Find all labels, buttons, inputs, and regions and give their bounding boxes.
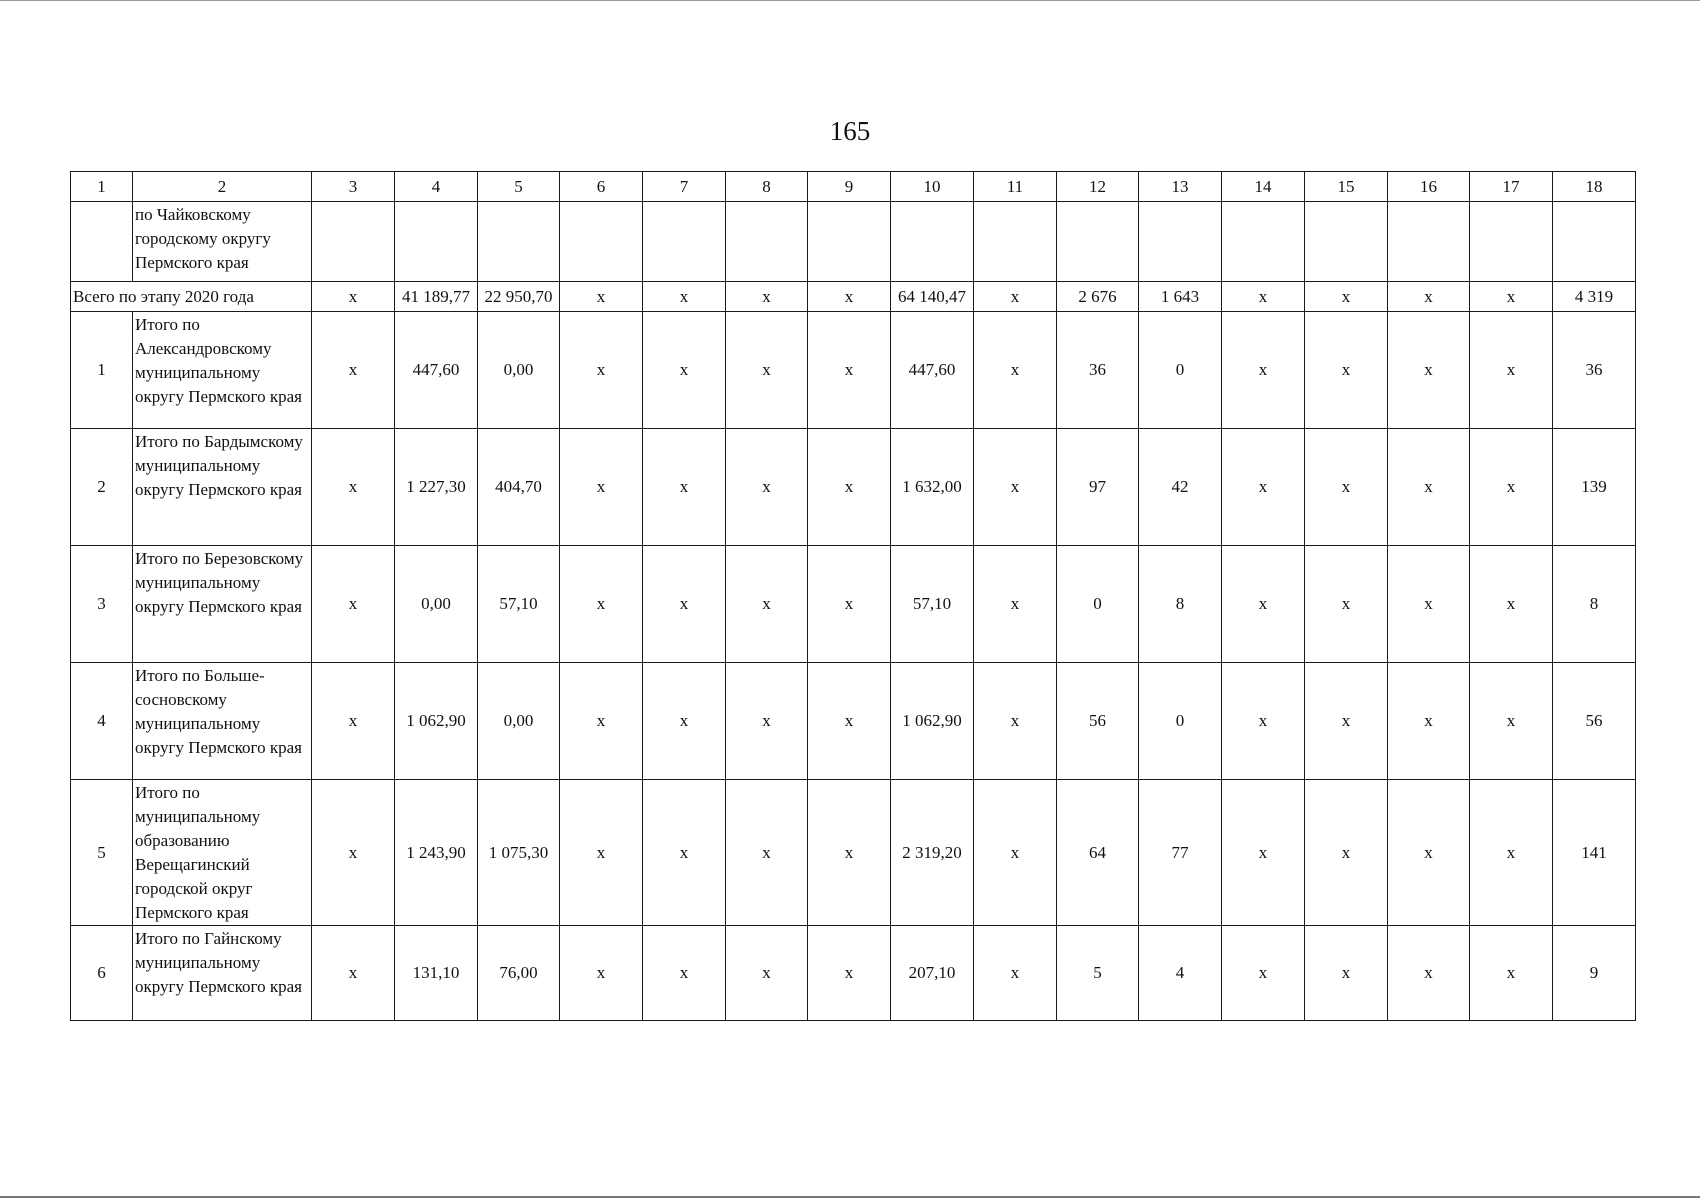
total-value-cell: x	[643, 282, 726, 312]
value-cell: 0,00	[478, 663, 560, 780]
empty-cell	[1553, 202, 1636, 282]
total-value-cell: x	[1222, 282, 1305, 312]
total-value-cell: 22 950,70	[478, 282, 560, 312]
empty-cell	[974, 202, 1057, 282]
value-cell: x	[1388, 312, 1470, 429]
total-value-cell: x	[974, 282, 1057, 312]
row-number-cell: 6	[71, 926, 133, 1021]
value-cell: x	[560, 546, 643, 663]
value-cell: x	[726, 429, 808, 546]
value-cell: 0	[1139, 663, 1222, 780]
value-cell: x	[1388, 663, 1470, 780]
table-row	[71, 780, 1636, 926]
value-cell: x	[1305, 546, 1388, 663]
value-cell: 207,10	[891, 926, 974, 1021]
column-number-cell: 4	[395, 172, 478, 202]
column-number-cell: 3	[312, 172, 395, 202]
value-cell: 1 062,90	[395, 663, 478, 780]
district-name-cell: Итого по Больше-сосновскому муниципальному округу Пермского края	[133, 663, 312, 780]
table-row	[71, 663, 1636, 780]
total-value-cell: x	[1388, 282, 1470, 312]
value-cell: x	[726, 926, 808, 1021]
value-cell: x	[312, 312, 395, 429]
value-cell: x	[312, 780, 395, 926]
total-value-cell: x	[808, 282, 891, 312]
value-cell: 97	[1057, 429, 1139, 546]
value-cell: 141	[1553, 780, 1636, 926]
row-number-cell: 1	[71, 312, 133, 429]
page-number: 165	[829, 116, 871, 146]
column-number-cell: 17	[1470, 172, 1553, 202]
empty-cell	[1057, 202, 1139, 282]
total-value-cell: 2 676	[1057, 282, 1139, 312]
value-cell: 1 243,90	[395, 780, 478, 926]
table-body	[71, 172, 1636, 1021]
total-value-cell: x	[312, 282, 395, 312]
total-value-cell: x	[1470, 282, 1553, 312]
value-cell: x	[974, 546, 1057, 663]
value-cell: x	[1305, 429, 1388, 546]
value-cell: 57,10	[891, 546, 974, 663]
value-cell: 57,10	[478, 546, 560, 663]
page-top-edge	[0, 0, 1700, 1]
value-cell: x	[726, 663, 808, 780]
value-cell: x	[312, 429, 395, 546]
total-label-cell: Всего по этапу 2020 года	[71, 282, 312, 312]
value-cell: x	[1388, 926, 1470, 1021]
value-cell: x	[726, 780, 808, 926]
value-cell: x	[1222, 926, 1305, 1021]
value-cell: x	[1222, 663, 1305, 780]
value-cell: x	[312, 663, 395, 780]
table-row	[71, 546, 1636, 663]
value-cell: 36	[1057, 312, 1139, 429]
value-cell: 139	[1553, 429, 1636, 546]
value-cell: 0,00	[395, 546, 478, 663]
row-number-cell: 2	[71, 429, 133, 546]
value-cell: x	[726, 546, 808, 663]
column-number-cell: 10	[891, 172, 974, 202]
value-cell: x	[643, 926, 726, 1021]
value-cell: 1 075,30	[478, 780, 560, 926]
empty-cell	[312, 202, 395, 282]
value-cell: x	[1388, 546, 1470, 663]
value-cell: 8	[1553, 546, 1636, 663]
district-name-cell: по Чайковскому городскому округу Пермского края	[133, 202, 312, 282]
column-number-header-row	[71, 172, 1636, 202]
value-cell: 76,00	[478, 926, 560, 1021]
value-cell: 0,00	[478, 312, 560, 429]
value-cell: x	[560, 663, 643, 780]
column-number-cell: 13	[1139, 172, 1222, 202]
value-cell: x	[808, 546, 891, 663]
value-cell: x	[1222, 780, 1305, 926]
value-cell: 1 227,30	[395, 429, 478, 546]
value-cell: x	[1470, 429, 1553, 546]
value-cell: x	[974, 429, 1057, 546]
column-number-cell: 15	[1305, 172, 1388, 202]
value-cell: 9	[1553, 926, 1636, 1021]
empty-cell	[478, 202, 560, 282]
row-number-cell: 5	[71, 780, 133, 926]
value-cell: x	[1305, 926, 1388, 1021]
column-number-cell: 1	[71, 172, 133, 202]
value-cell: x	[1305, 663, 1388, 780]
value-cell: x	[808, 663, 891, 780]
value-cell: x	[974, 663, 1057, 780]
value-cell: 5	[1057, 926, 1139, 1021]
table-row	[71, 429, 1636, 546]
value-cell: x	[974, 312, 1057, 429]
value-cell: 447,60	[891, 312, 974, 429]
value-cell: x	[1388, 429, 1470, 546]
value-cell: x	[312, 926, 395, 1021]
value-cell: 36	[1553, 312, 1636, 429]
table-row	[71, 926, 1636, 1021]
total-value-cell: 64 140,47	[891, 282, 974, 312]
district-name-cell: Итого по Березовскому муниципальному округу Пермского края	[133, 546, 312, 663]
value-cell: x	[643, 663, 726, 780]
value-cell: x	[560, 780, 643, 926]
value-cell: x	[1388, 780, 1470, 926]
page-bottom-edge	[0, 1196, 1700, 1198]
value-cell: x	[312, 546, 395, 663]
total-value-cell: 1 643	[1139, 282, 1222, 312]
total-value-cell: x	[1305, 282, 1388, 312]
table-row	[71, 312, 1636, 429]
value-cell: x	[1222, 312, 1305, 429]
value-cell: 447,60	[395, 312, 478, 429]
total-value-cell: 41 189,77	[395, 282, 478, 312]
empty-cell	[643, 202, 726, 282]
column-number-cell: 2	[133, 172, 312, 202]
value-cell: 64	[1057, 780, 1139, 926]
column-number-cell: 6	[560, 172, 643, 202]
district-name-cell: Итого по Бардымскому муниципальному округу Пермского края	[133, 429, 312, 546]
value-cell: x	[808, 780, 891, 926]
column-number-cell: 12	[1057, 172, 1139, 202]
value-cell: x	[1305, 312, 1388, 429]
total-value-cell: 4 319	[1553, 282, 1636, 312]
value-cell: x	[643, 429, 726, 546]
column-number-cell: 14	[1222, 172, 1305, 202]
value-cell: 0	[1057, 546, 1139, 663]
value-cell: x	[560, 429, 643, 546]
total-value-cell: x	[726, 282, 808, 312]
value-cell: 1 062,90	[891, 663, 974, 780]
district-name-cell: Итого по муниципальному образованию Верещагинский городской округ Пермского края	[133, 780, 312, 926]
column-number-cell: 16	[1388, 172, 1470, 202]
column-number-cell: 9	[808, 172, 891, 202]
value-cell: x	[1222, 429, 1305, 546]
value-cell: x	[1305, 780, 1388, 926]
column-number-cell: 7	[643, 172, 726, 202]
continuation-row	[71, 202, 1636, 282]
value-cell: x	[1222, 546, 1305, 663]
value-cell: x	[643, 312, 726, 429]
value-cell: x	[560, 926, 643, 1021]
row-number-cell	[71, 202, 133, 282]
value-cell: x	[974, 780, 1057, 926]
empty-cell	[1388, 202, 1470, 282]
column-number-cell: 11	[974, 172, 1057, 202]
value-cell: 1 632,00	[891, 429, 974, 546]
value-cell: 404,70	[478, 429, 560, 546]
column-number-cell: 18	[1553, 172, 1636, 202]
empty-cell	[1222, 202, 1305, 282]
value-cell: 8	[1139, 546, 1222, 663]
value-cell: x	[808, 312, 891, 429]
value-cell: 56	[1553, 663, 1636, 780]
value-cell: 4	[1139, 926, 1222, 1021]
value-cell: x	[808, 429, 891, 546]
value-cell: 77	[1139, 780, 1222, 926]
empty-cell	[1139, 202, 1222, 282]
value-cell: x	[974, 926, 1057, 1021]
value-cell: 42	[1139, 429, 1222, 546]
value-cell: x	[1470, 546, 1553, 663]
total-row	[71, 282, 1636, 312]
empty-cell	[1305, 202, 1388, 282]
total-value-cell: x	[560, 282, 643, 312]
empty-cell	[726, 202, 808, 282]
data-table	[70, 171, 1636, 1021]
row-number-cell: 4	[71, 663, 133, 780]
value-cell: x	[1470, 780, 1553, 926]
empty-cell	[395, 202, 478, 282]
value-cell: x	[1470, 312, 1553, 429]
value-cell: 0	[1139, 312, 1222, 429]
value-cell: x	[1470, 663, 1553, 780]
district-name-cell: Итого по Гайнскому муниципальному округу Пермского края	[133, 926, 312, 1021]
value-cell: 2 319,20	[891, 780, 974, 926]
value-cell: 131,10	[395, 926, 478, 1021]
value-cell: x	[643, 780, 726, 926]
value-cell: 56	[1057, 663, 1139, 780]
empty-cell	[560, 202, 643, 282]
value-cell: x	[560, 312, 643, 429]
row-number-cell: 3	[71, 546, 133, 663]
empty-cell	[891, 202, 974, 282]
value-cell: x	[1470, 926, 1553, 1021]
empty-cell	[1470, 202, 1553, 282]
column-number-cell: 5	[478, 172, 560, 202]
value-cell: x	[643, 546, 726, 663]
value-cell: x	[726, 312, 808, 429]
district-name-cell: Итого по Александровскому муниципальному округу Пермского края	[133, 312, 312, 429]
column-number-cell: 8	[726, 172, 808, 202]
empty-cell	[808, 202, 891, 282]
value-cell: x	[808, 926, 891, 1021]
